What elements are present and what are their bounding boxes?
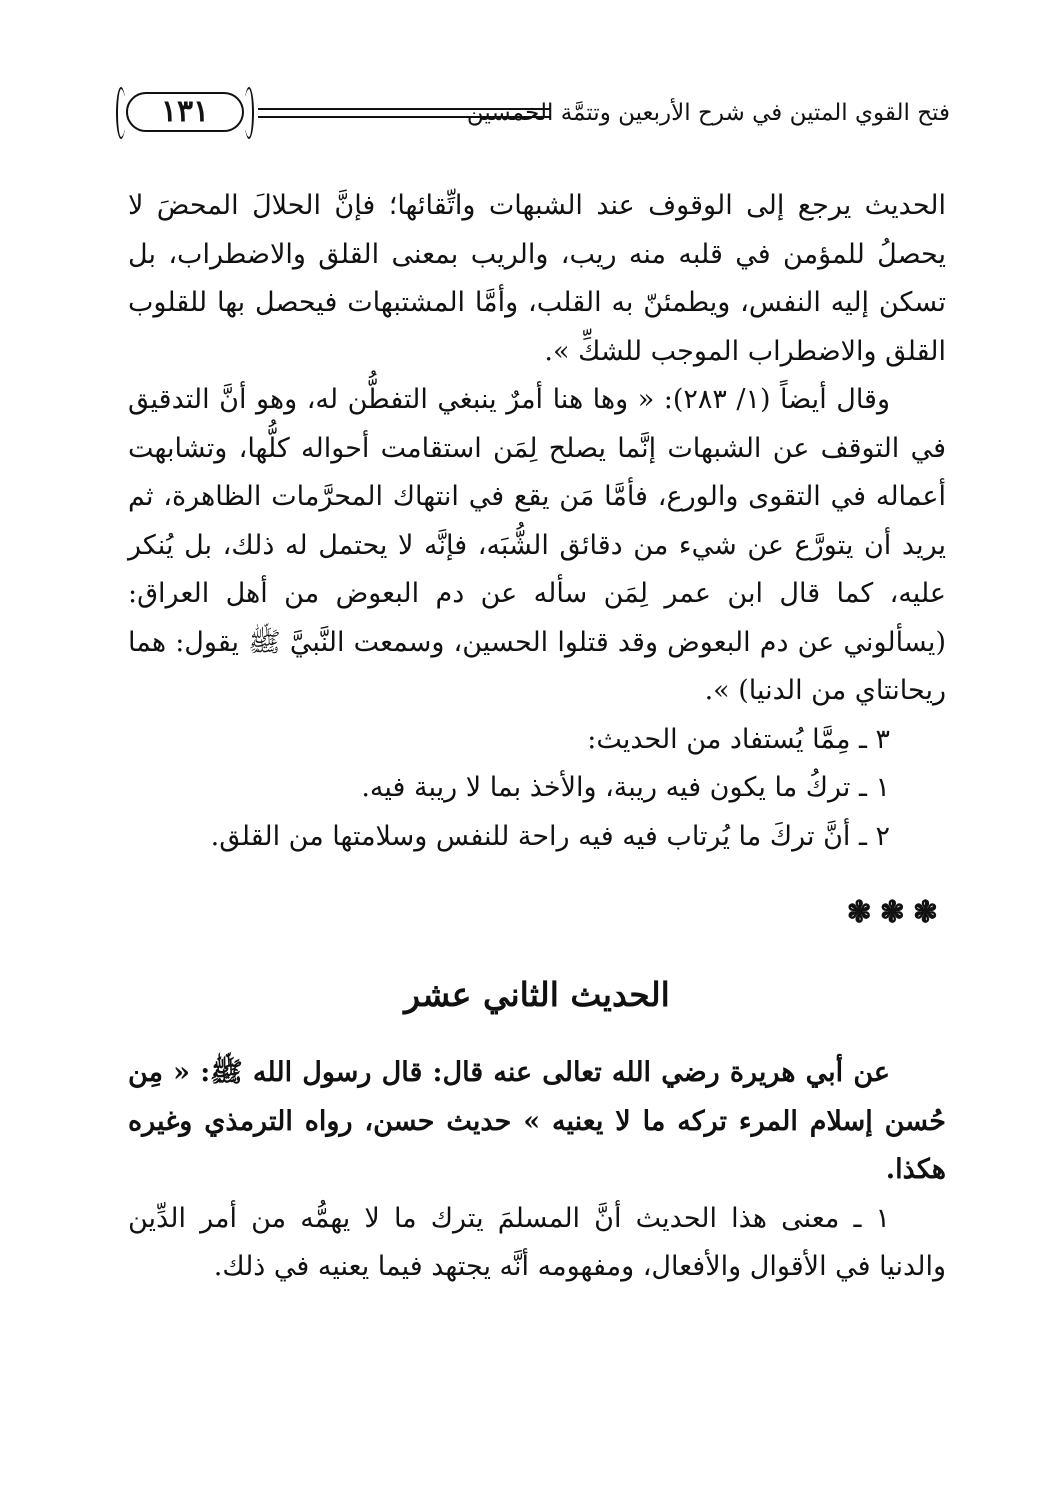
section-title: الحديث الثاني عشر xyxy=(404,975,670,1014)
benefit-item-1: ١ ـ تركُ ما يكون فيه ريبة، والأخذ بما لا ريبة فيه. xyxy=(361,772,890,803)
page-body xyxy=(128,182,946,1292)
paragraph-explanation: ١ ـ معنى هذا الحديث أنَّ المسلمَ يترك ما لا يهمُّه من أمر الدِّين والدنيا في الأقوال والأفعال، ومفهومه أنَّه يجتهد فيما يعنيه في ذلك. xyxy=(128,1202,946,1282)
page-number-badge xyxy=(126,92,244,132)
paragraph-quote: وقال أيضاً (١/ ٢٨٣): « وها هنا أمرٌ ينبغي التفطُّن له، وهو أنَّ التدقيق في التوقف عن الشبهات إنَّما يصلح لِمَن استقامت أحواله كلُّها، وتشابهت أعماله في التقوى والورع، فأمَّا مَن يقع في انتهاك المحرَّمات الظاهرة، ثم يريد أن يتورَّع عن شيء من دقائق الشُّبَه، فإنَّه لا يحتمل له ذلك، بل يُنكر عليه، كما قال ابن عمر لِمَن سأله عن دم البعوض من أهل العراق: (يسألوني عن دم البعوض وقد قتلوا الحسين، وسمعت النَّبيَّ ﷺ يقول: هما ريحانتاي من الدنيا) ». xyxy=(128,384,946,706)
benefits-heading: ٣ ـ مِمَّا يُستفاد من الحديث: xyxy=(587,723,890,755)
hadith-text: عن أبي هريرة رضي الله تعالى عنه قال: قال رسول الله ﷺ: « مِن حُسن إسلام المرء تركه ما لا يعنيه » حديث حسن، رواه الترمذي وغيره هكذا. xyxy=(128,1057,946,1185)
running-header xyxy=(118,92,950,148)
page-number: ١٣١ xyxy=(160,94,210,129)
benefit-item-2: ٢ ـ أنَّ تركَ ما يُرتاب فيه فيه راحة للنفس وسلامتها من القلق. xyxy=(210,820,890,852)
book-title: فتح القوي المتين في شرح الأربعين وتتمَّة الخمسين xyxy=(466,100,950,126)
section-separator: ❃❃❃ xyxy=(846,895,946,930)
header-rule xyxy=(258,108,550,118)
paragraph-continuation: الحديث يرجع إلى الوقوف عند الشبهات واتِّقائها؛ فإنَّ الحلالَ المحضَ لا يحصلُ للمؤمن في قلبه منه ريب، والريب بمعنى القلق والاضطراب، بل تسكن إليه النفس، ويطمئنّ به القلب، وأمَّا المشتبهات فيحصل بها للقلوب القلق والاضطراب الموجب للشكِّ ». xyxy=(128,190,946,367)
